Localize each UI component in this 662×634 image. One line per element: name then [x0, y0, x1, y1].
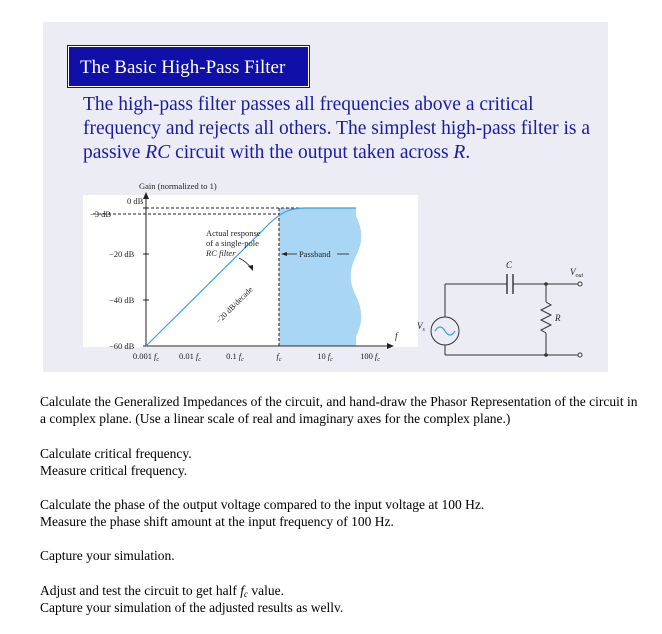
graph-panel	[83, 195, 418, 347]
y-label-60db: −60 dB	[109, 341, 135, 351]
resistor	[541, 302, 551, 333]
description-part2: circuit with the output taken across	[170, 142, 454, 163]
instruction-impedance: Calculate the Generalized Impedances of the circuit, and hand-draw the Phasor Representation of the circuit in a complex plane. (Use a linear scale of real and imaginary axes for the complex plane.)	[40, 394, 638, 426]
x-axis-f-label: f	[395, 331, 398, 341]
slide-description	[83, 93, 593, 165]
response-label-line2: of a single-pole	[206, 238, 259, 248]
y-label-minus3db: −3 dB	[90, 209, 112, 219]
vout-label: $V_{out}$	[570, 267, 584, 279]
description-r: R	[453, 142, 466, 163]
figure-svg	[43, 174, 608, 372]
x-label-0.1: 0.1 $f_c$	[226, 351, 244, 363]
y-label-0db: 0 dB	[127, 196, 144, 206]
x-label-100: 100 $f_c$	[360, 351, 380, 363]
vs-label: $V_s$	[417, 321, 425, 333]
passband-region	[279, 208, 361, 346]
y-label-40db: −40 dB	[109, 295, 135, 305]
gain-axis-label: Gain (normalized to 1)	[139, 181, 217, 191]
description-end: .	[465, 142, 471, 163]
sine-wave-icon	[435, 327, 455, 335]
slide-title: The Basic High-Pass Filter	[68, 46, 309, 87]
x-label-0.01: 0.01 $f_c$	[179, 351, 201, 363]
response-label-line3: RC filter	[206, 248, 236, 258]
y-label-20db: −20 dB	[109, 249, 135, 259]
capacitor-label: C	[506, 260, 513, 270]
instruction-measure-phase: Measure the phase shift amount at the input frequency of 100 Hz.	[40, 514, 394, 529]
figure	[43, 174, 608, 372]
description-part1: The high-pass filter passes all frequencies above a critical frequency and rejects all others. The simplest high-pass filter is a passive	[83, 94, 591, 163]
instruction-measure-fc: Measure critical frequency.	[40, 463, 188, 478]
slope-label: −20 dB/decade	[214, 284, 255, 326]
x-label-0.001: 0.001 $f_c$	[132, 351, 160, 363]
instruction-capture: Capture your simulation.	[40, 548, 175, 563]
instruction-adjust: Adjust and test the circuit to get half $f_c$ value.	[40, 583, 284, 599]
instruction-calc-phase: Calculate the phase of the output voltage compared to the input voltage at 100 Hz.	[40, 497, 485, 512]
x-label-fc: $f_c$	[276, 351, 282, 363]
node-top	[544, 282, 548, 286]
slide	[43, 22, 608, 372]
resistor-label: R	[555, 313, 561, 323]
response-label-line1: Actual response	[206, 228, 261, 238]
instruction-calc-fc: Calculate critical frequency.	[40, 446, 192, 461]
node-bottom	[544, 353, 548, 357]
passband-label: Passband	[299, 249, 331, 259]
x-label-10: 10 $f_c$	[317, 351, 333, 363]
instruction-capture-adjusted: Capture your simulation of the adjusted results as wellv.	[40, 600, 344, 615]
output-terminal-bottom	[578, 353, 582, 357]
output-terminal-top	[578, 282, 582, 286]
description-rc: RC	[145, 142, 171, 163]
